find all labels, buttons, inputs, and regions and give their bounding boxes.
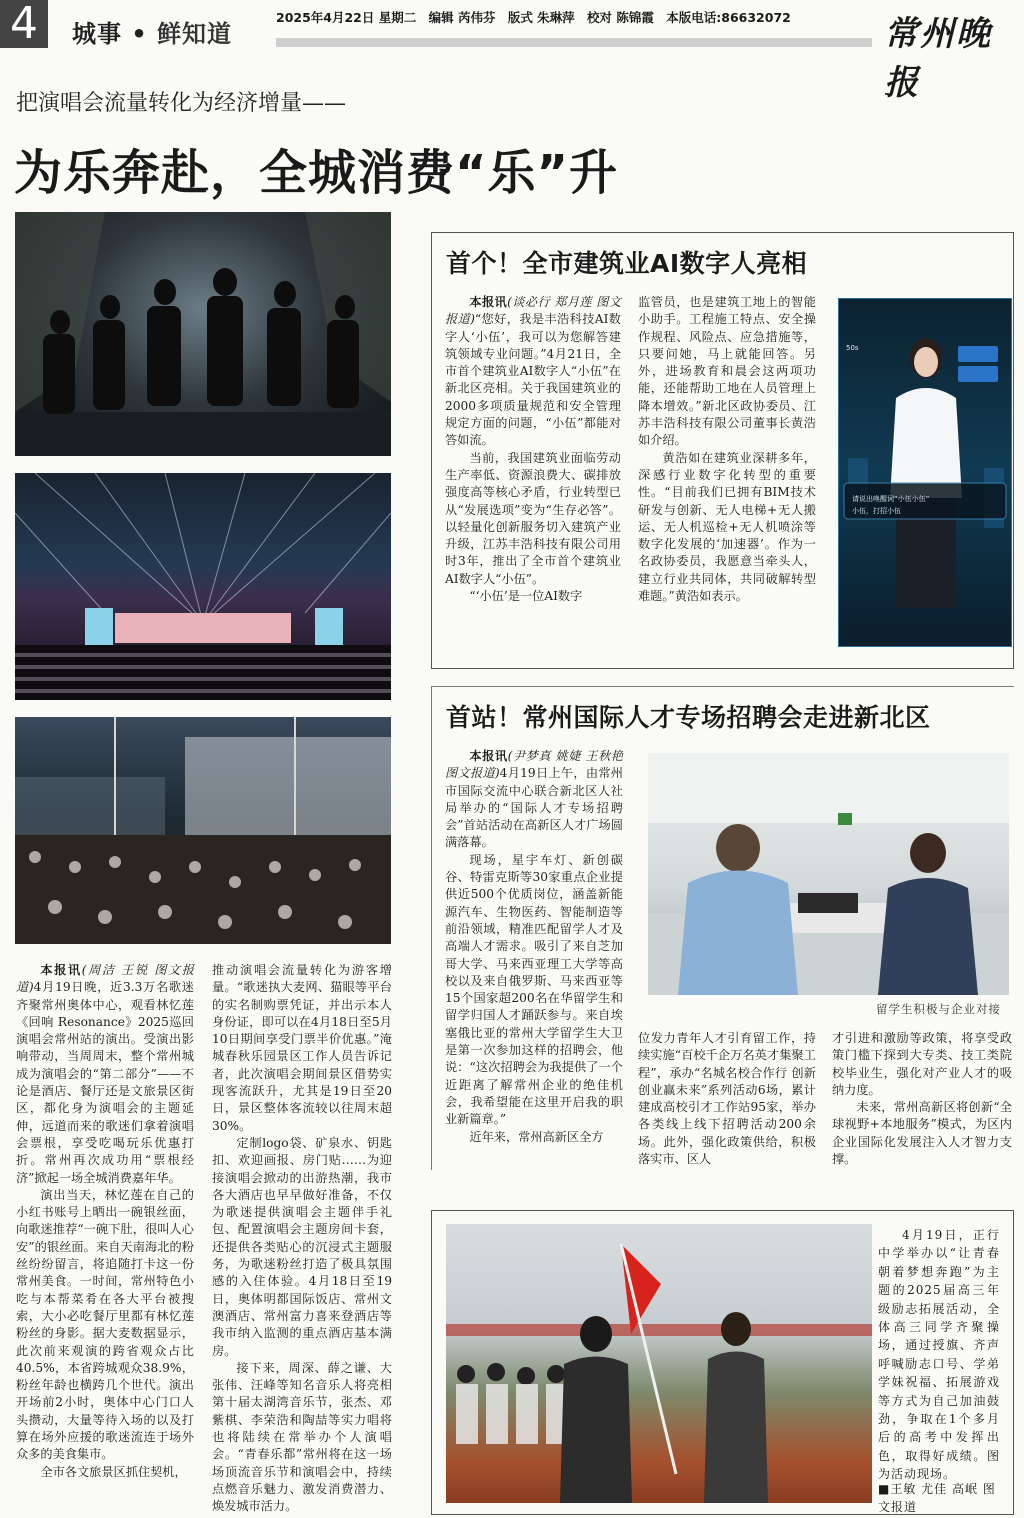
main-story-paragraph-2: 演出当天，林忆莲在自己的小红书账号上晒出一碗银丝面，向歌迷推荐“一碗下肚，很叫人心安”的银丝面。来自天南海北的粉丝纷纷留言，将追随打卡这一份常州美食。一时间，常州特色小吃与本帮菜肴在各大平台被搜索，大小必吃餐厅里都有林忆莲粉丝的身影。据大麦数据显示，此次前来观演的跨省观众占比40.5%，本省跨城观众38.9%，粉丝年龄也横跨几个世代。演出开场前2小时，奥体中心门口人头攒动，大量等待入场的以及打算在场外应援的歌迷流连于场外众多的美食集市。 bbox=[16, 1187, 194, 1462]
talent-top-rule bbox=[431, 686, 1014, 687]
screen-button-2 bbox=[958, 366, 998, 382]
ai-story-column-2 bbox=[638, 294, 816, 605]
talent-story-paragraph-1 bbox=[445, 748, 623, 852]
ai-digital-human-photo bbox=[838, 298, 1012, 647]
ai-story-title: 首个！全市建筑业AI数字人亮相 bbox=[446, 249, 808, 278]
talent-story-paragraph-5: 才引进和激励等政策，将享受政策门槛下探到大专类、技工类院校毕业生，强化对产业人才的吸纳力度。 bbox=[832, 1031, 1012, 1097]
section-dot: • bbox=[131, 20, 148, 48]
photo-story-credit bbox=[878, 1480, 1000, 1516]
section-label: 城事 bbox=[72, 20, 122, 48]
main-story-paragraph-6: 接下来，周深、薛之谦、大张伟、汪峰等知名音乐人将亮相第十届太湖湾音乐节，张杰、邓紫棋、李荣浩和陶喆等实力唱将也将陆续在常举办个人演唱会。“青春乐都”常州将在这一场场顶流音乐节和演唱会中，持续点燃音乐魅力、激发消费潜力、焕发城市活力。 bbox=[212, 1360, 392, 1514]
section-name bbox=[72, 14, 232, 49]
crowd-illustration bbox=[15, 717, 391, 944]
talent-story-paragraph-2: 现场，星宇车灯、新创碳谷、特雷克斯等30家重点企业提供近500个优质岗位，涵盖新能源汽车、生物医药、智能制造等前沿领域，精准匹配留学人才及高端人才需求。吸引了来自芝加哥大学、马来西亚理工大学等高校以及来自俄罗斯、马来西亚等15个国家超200名在华留学生和留学归国人才踊跃参与。来自埃塞俄比亚的常州大学留学生大卫是第一次参加这样的招聘会，他说：“这次招聘会为我提供了一个近距离了解常州企业的绝佳机会，我希望能在这里开启我的职业新篇章。” bbox=[445, 852, 623, 1127]
issue-date: 2025年4月22日 星期二 bbox=[276, 10, 417, 25]
main-story-column-1 bbox=[16, 962, 194, 1481]
masthead bbox=[0, 0, 1024, 103]
concert-stage-illustration bbox=[15, 212, 391, 456]
main-story-column-2 bbox=[212, 962, 392, 1516]
job-fair-illustration bbox=[648, 753, 1009, 995]
flag-ceremony-illustration bbox=[446, 1224, 872, 1503]
page-headline: 为乐奔赴，全城消费“乐”升 bbox=[14, 145, 619, 201]
page-number: 4 bbox=[0, 0, 48, 48]
main-story-paragraph-5: 定制logo袋、矿泉水、钥匙扣、欢迎画报、房门贴……为迎接演唱会掀动的出游热潮，我市各大酒店也早早做好准备，不仅为歌迷提供演唱会主题伴手礼包、配置演唱会主题房间卡套，还提供各类贴心的沉浸式主题服务，为歌迷粉丝打造了极具氛围感的入住体验。4月18日至19日，奥体明都国际饭店、常州文澳酒店、常州富力喜来登酒店等我市纳入监测的重点酒店基本满房。 bbox=[212, 1135, 392, 1358]
stadium-light-show-photo bbox=[15, 473, 391, 700]
newspaper-logo: 常州晚报 bbox=[884, 14, 992, 103]
credit-mark-icon: ■ bbox=[878, 1482, 891, 1496]
ai-story-paragraph-2: 当前，我国建筑业面临劳动生产率低、资源浪费大、碳排放强度高等核心矛盾，行业转型已从“发展选项”变为“生存必答”。以轻量化创新服务切入建筑产业升级，江苏丰浩科技有限公司用时3年，推出了全市首个建筑业AI数字人“小伍”。 bbox=[445, 450, 621, 586]
desk-phone: 本版电话:86632072 bbox=[666, 10, 791, 25]
photo-story-credit-text: 王敏 尤佳 高岷 图文报道 bbox=[878, 1482, 996, 1514]
main-story-text: 4月19日晚，近3.3万名歌迷齐聚常州奥体中心，观看林忆莲《回响 Resonance》2025巡回演唱会常州站的演出。受演出影响带动，当周周末，整个常州城成为演唱会的“第二部分”——不论是酒店、餐厅还是文旅景区街区，都化身为演唱会的主题延伸，远道而来的歌迷们拿着演唱会票根，享受吃喝玩乐优惠打折。常州再次成功用“票根经济”掀起一场全城消费嘉年华。 bbox=[16, 980, 194, 1185]
talent-story-lead: 本报讯 bbox=[469, 749, 508, 763]
school-flag-ceremony-photo bbox=[446, 1224, 872, 1503]
talent-story-paragraph-6: 未来，常州高新区将创新“全球视野+本地服务”模式，为区内企业国际化发展注入人才智力支撑。 bbox=[832, 1100, 1012, 1167]
talent-story-paragraph-3: 近年来，常州高新区全方 bbox=[469, 1129, 604, 1144]
headline-kicker: 把演唱会流量转化为经济增量—— bbox=[16, 91, 347, 116]
dateline-bar bbox=[276, 8, 872, 48]
layout-credit: 版式 朱琳萍 bbox=[507, 10, 575, 25]
masthead-rule bbox=[276, 38, 872, 47]
concert-stage-photo bbox=[15, 212, 391, 456]
ai-story-paragraph-5: 黄浩如在建筑业深耕多年，深感行业数字化转型的重要性。“目前我们已拥有BIM技术研发与创新、无人电梯+无人搬运、无人机巡检+无人机喷涂等数字化发展的‘加速器’。作为一名政协委员，我愿意当牵头人，建立行业共同体，共同破解转型难题。”黄浩如表示。 bbox=[638, 450, 816, 604]
screen-wake-hint: 请说出唤醒词“小伍小伍” bbox=[852, 495, 930, 503]
talent-story-byline: (尹梦真 姚婕 王秋艳 图文报道) bbox=[445, 749, 623, 781]
ai-story-paragraph-1 bbox=[445, 294, 621, 450]
photo-story-text bbox=[878, 1226, 1000, 1484]
light-show-illustration bbox=[15, 473, 391, 700]
editor-credit: 编辑 芮伟芬 bbox=[428, 10, 496, 25]
screen-sub-hint: 小伍，打招小伍 bbox=[852, 507, 901, 515]
screen-counter: 50s bbox=[846, 344, 859, 352]
ai-story-lead: 本报讯 bbox=[469, 295, 508, 309]
talent-left-rule bbox=[431, 686, 432, 1170]
screen-button-1 bbox=[958, 346, 998, 362]
talent-story-paragraph-4: 位发力青年人才引育留工作，持续实施“百校千企万名英才集聚工程”，承办“名城名校合作行 创新创业赢未来”系列活动6场，累计建成高校引才工作站95家，举办各类线上线下招聘活动200余场。此外，强化政策供给，积极落实市、区人 bbox=[638, 1031, 816, 1167]
proofread-credit: 校对 陈锦霞 bbox=[587, 10, 654, 25]
talent-story-column-2 bbox=[638, 1030, 816, 1168]
section-sub-label: 鲜知道 bbox=[157, 20, 233, 48]
main-story-paragraph-1 bbox=[16, 962, 194, 1187]
talent-story-text: 4月19日上午，由常州市国际交流中心联合新北区人社局举办的“国际人才专场招聘会”首站活动在高新区人才广场圆满落幕。 bbox=[445, 766, 623, 850]
talent-story-column-3 bbox=[832, 1030, 1012, 1168]
dateline bbox=[276, 8, 872, 26]
main-story-paragraph-3: 全市各文旅景区抓住契机， bbox=[40, 1464, 187, 1479]
ai-story-paragraph-3: “‘小伍’是一位AI数字 bbox=[469, 589, 583, 604]
talent-story-column-1 bbox=[445, 748, 623, 1146]
main-story-byline: (周洁 王锐 图文报道) bbox=[16, 963, 194, 995]
job-fair-photo bbox=[648, 753, 1009, 995]
photo-story-paragraph: 4月19日，正行中学举办以“让青春朝着梦想奔跑”为主题的2025届高三年级励志拓展活动，全体高三同学齐聚操场，通过授旗、齐声呼喊励志口号、学弟学妹祝福、拓展游戏等方式为自己加油鼓劲，争取在1个多月后的高考中发挥出色，取得好成绩。图为活动现场。 bbox=[878, 1228, 1000, 1482]
main-story-paragraph-4: 推动演唱会流量转化为游客增量。“歌迷执大麦网、猫眼等平台的实名制购票凭证，并出示本人身份证，即可以在4月18日至5月10日期间享受门票半价优惠。”淹城春秋乐园景区工作人员告诉记者，此次演唱会期间景区借势实现客流跃升，尤其是19日至20日，景区整体客流较以往周末超30%。 bbox=[212, 963, 392, 1133]
ai-story-text: “您好，我是丰浩科技AI数字人‘小伍’，我可以为您解答建筑领域专业问题。”4月21日，全市首个建筑业AI数字人“小伍”在新北区亮相。关于我国建筑业的2000多项质量规范和安全管理规定方面的问题，“小伍”都能对答如流。 bbox=[445, 312, 621, 448]
main-story-lead: 本报讯 bbox=[40, 963, 82, 977]
ai-story-byline: (谈必行 郑月莲 图文报道) bbox=[445, 295, 621, 327]
job-fair-caption: 留学生积极与企业对接 bbox=[876, 1002, 1001, 1016]
talent-story-title: 首站！常州国际人才专场招聘会走进新北区 bbox=[446, 703, 931, 732]
stadium-crowd-photo bbox=[15, 717, 391, 944]
ai-story-paragraph-4: 监管员，也是建筑工地上的智能小助手。工程施工特点、安全操作规程、风险点、应急措施等，只要问她，马上就能回答。另外，进场教育和晨会这两项功能，还能帮助工地在人员管理上降本增效。”新北区政协委员、江苏丰浩科技有限公司董事长黄浩如介绍。 bbox=[638, 295, 816, 448]
ai-story-column-1 bbox=[445, 294, 621, 605]
